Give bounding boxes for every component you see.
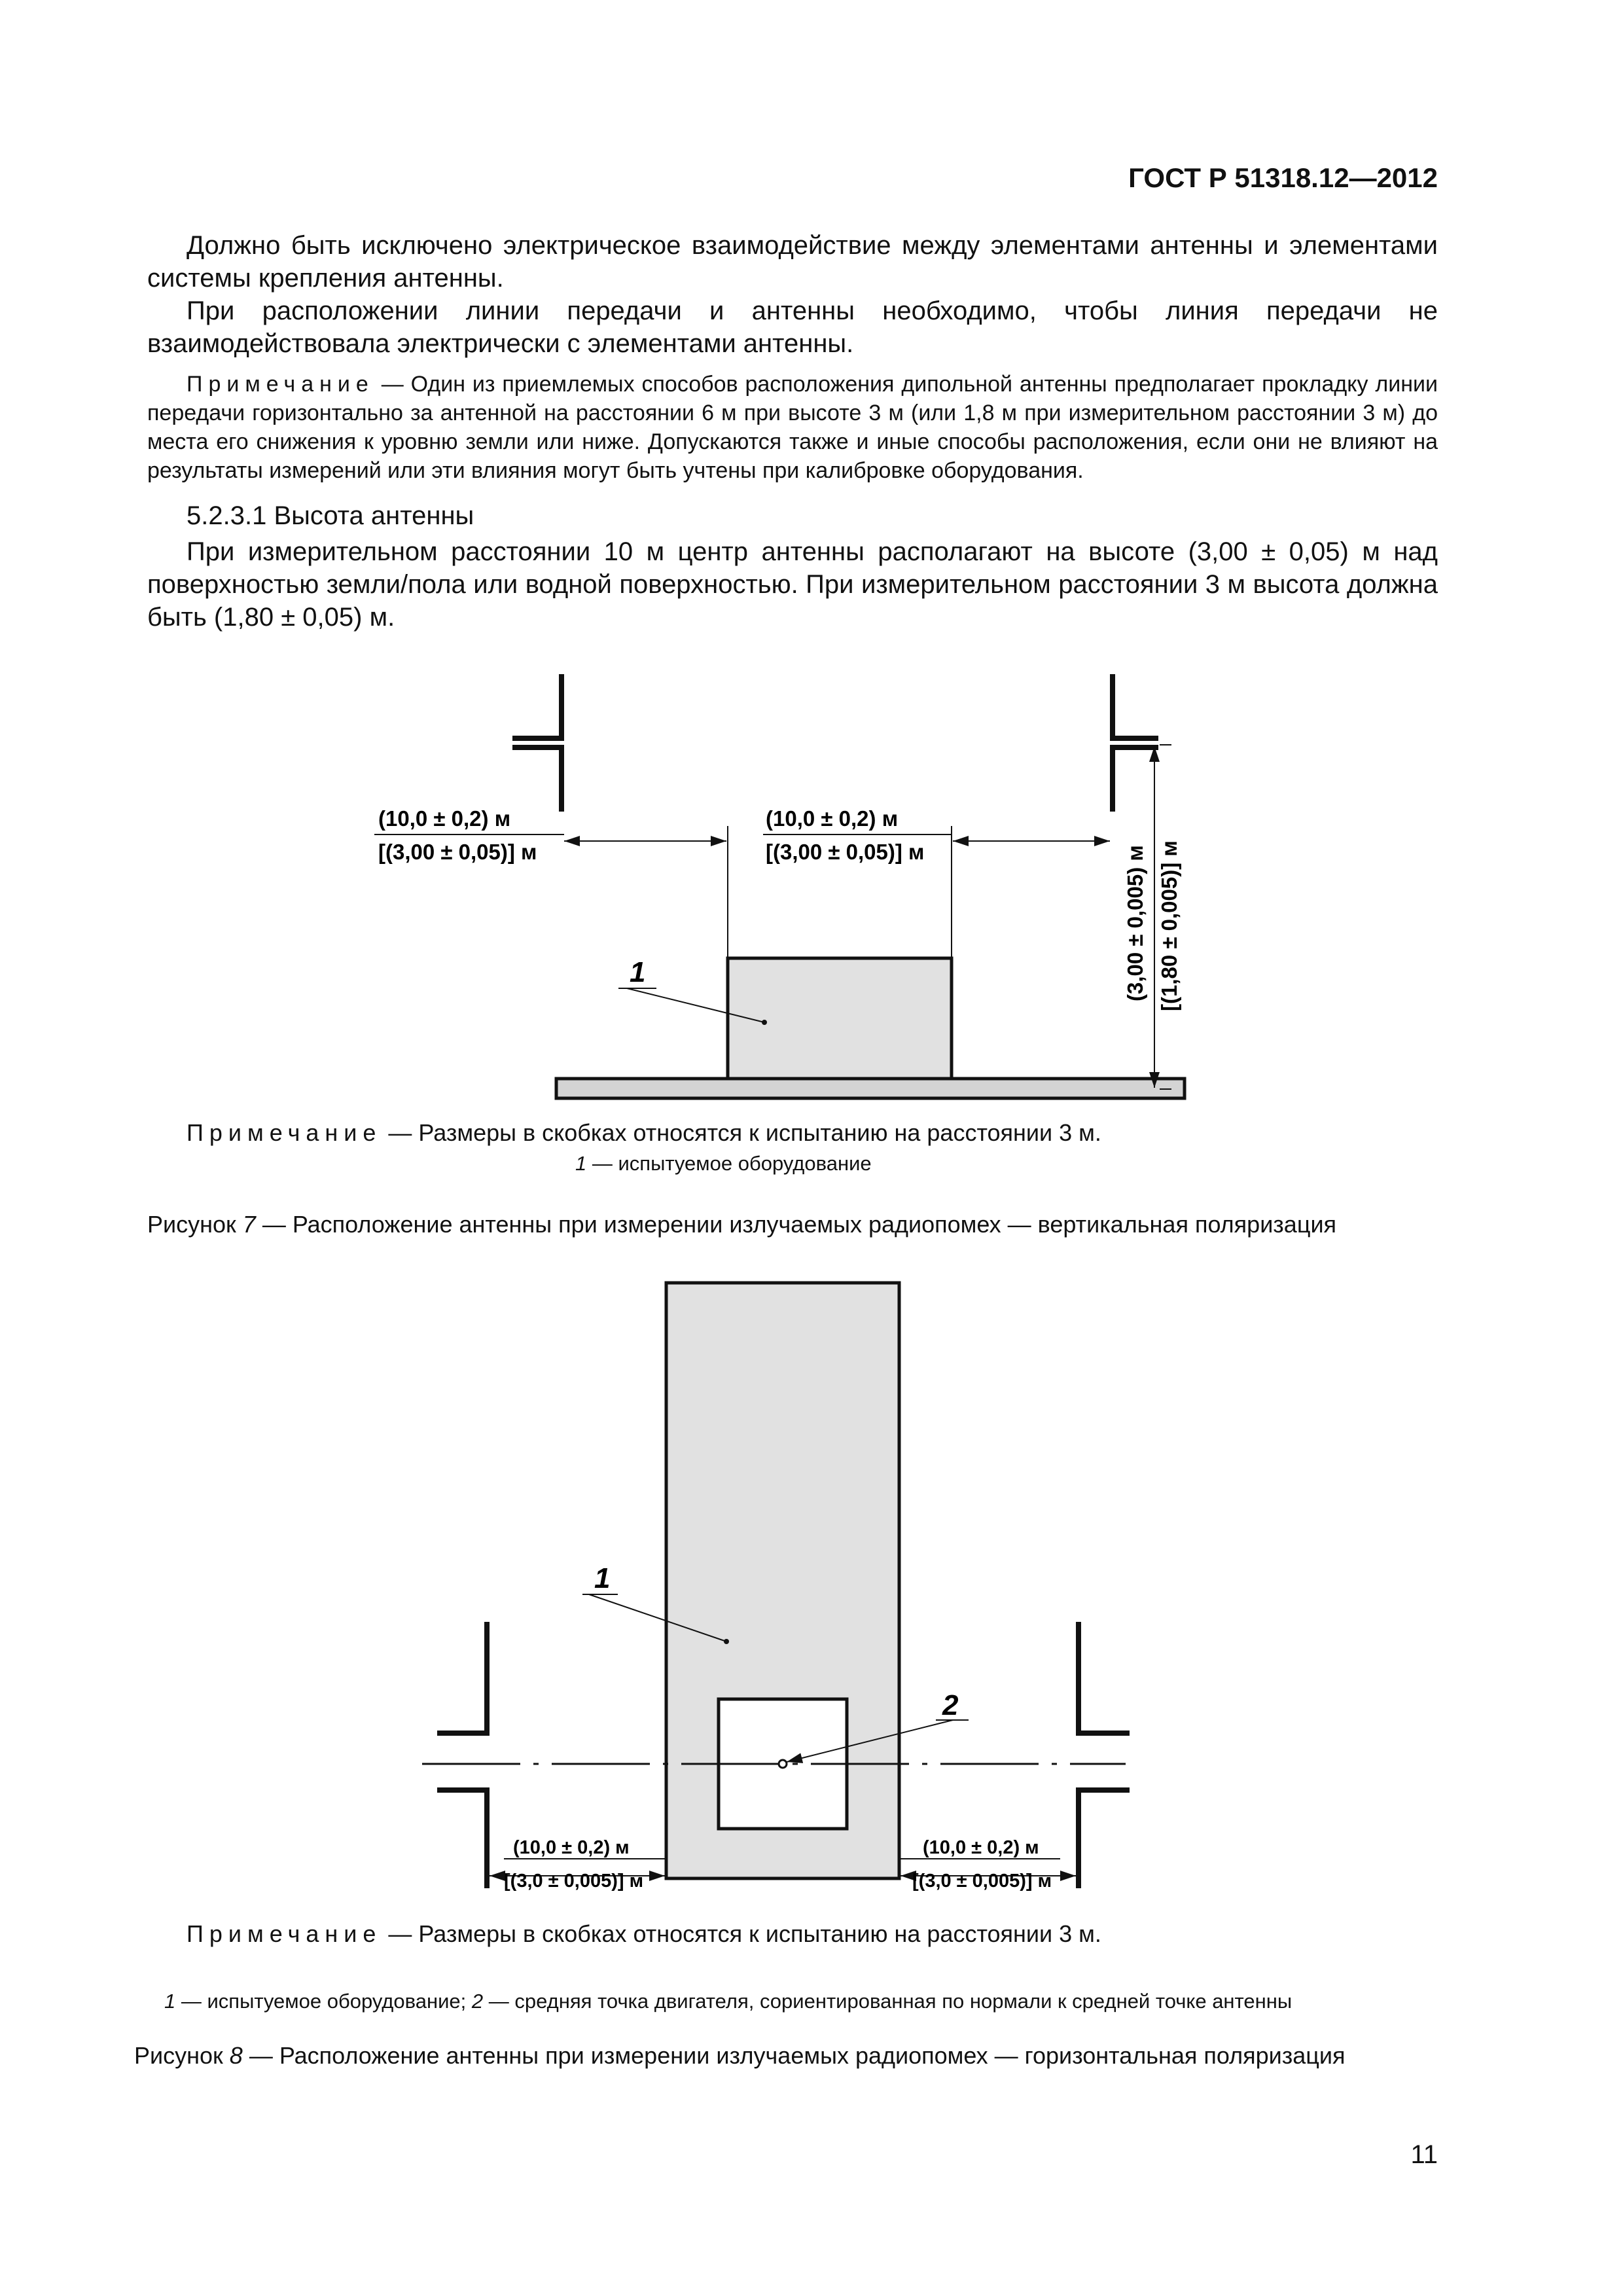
figure-8-diagram xyxy=(0,1263,1623,1905)
paragraph-2: При расположении линии передачи и антенны необходимо, чтобы линия передачи не взаимодействовала электрически с элементами антенны. xyxy=(147,296,1438,358)
fig8-dim-left-top: (10,0 ± 0,2) м xyxy=(513,1837,630,1858)
fig8-dim-right-bottom: [(3,0 ± 0,005)] м xyxy=(912,1871,1052,1892)
fig7-dim-left-bottom: [(3,00 ± 0,05)] м xyxy=(378,840,537,864)
fig7-height-dim-1: (3,00 ± 0,005) м xyxy=(1123,845,1147,1001)
fig7-label-1: 1 xyxy=(630,956,646,988)
fig7-height-dim-2: [(1,80 ± 0,005)] м xyxy=(1157,840,1181,1011)
body-text xyxy=(147,229,1438,360)
right-antenna xyxy=(1113,674,1158,812)
note-1 xyxy=(147,370,1438,485)
body-text-2 xyxy=(147,535,1438,634)
document-id: ГОСТ Р 51318.12—2012 xyxy=(1128,162,1438,193)
fig8-note: Примечание — Размеры в скобках относятся к испытанию на расстоянии 3 м. xyxy=(187,1920,1101,1947)
figure-7-diagram xyxy=(0,655,1623,1113)
fig8-caption: Рисунок 8 — Расположение антенны при измерении излучаемых радиопомех — горизонтальная поляризация xyxy=(134,2042,1346,2069)
fig8-label-2: 2 xyxy=(942,1689,959,1721)
fig7-dim-left-top: (10,0 ± 0,2) м xyxy=(378,806,511,831)
fig7-dim-right-top: (10,0 ± 0,2) м xyxy=(766,806,899,831)
equipment-under-test xyxy=(728,958,952,1079)
page-number: 11 xyxy=(1410,2140,1438,2169)
fig8-dim-right-top: (10,0 ± 0,2) м xyxy=(923,1837,1039,1858)
fig8-dim-left-bottom: [(3,0 ± 0,005)] м xyxy=(504,1871,644,1892)
paragraph-3: При измерительном расстоянии 10 м центр антенны располагают на высоте (3,00 ± 0,05) м над поверхностью земли/пола или водной поверхностью. При измерительном расстоянии 3 м высота должна быть (1,80 ± 0,05) м. xyxy=(147,537,1438,632)
fig7-note: Примечание — Размеры в скобках относятся к испытанию на расстоянии 3 м. xyxy=(187,1119,1101,1146)
ground-plane xyxy=(556,1079,1185,1098)
fig7-legend: 1 — испытуемое оборудование xyxy=(575,1152,872,1175)
fig8-legend: 1 — испытуемое оборудование; 2 — средняя точка двигателя, сориентированная по нормали к средней точке антенны xyxy=(164,1990,1293,2013)
left-antenna xyxy=(512,674,563,812)
fig8-label-1: 1 xyxy=(594,1562,611,1594)
fig7-caption: Рисунок 7 — Расположение антенны при измерении излучаемых радиопомех — вертикальная поляризация xyxy=(147,1211,1337,1238)
right-antenna xyxy=(1079,1622,1130,1888)
note-text: — Один из приемлемых способов расположения дипольной антенны предполагает прокладку линии передачи горизонтально за антенной на расстоянии 6 м при высоте 3 м (или 1,8 м при измерительном расстоянии 3 м) до места его снижения к уровню земли или ниже. Допускаются также и иные способы расположения, если они не влияют на результаты измерений или эти влияния могут быть учтены при калибровке оборудования. xyxy=(147,372,1438,483)
fig7-dim-right-bottom: [(3,00 ± 0,05)] м xyxy=(766,840,925,864)
section-heading: 5.2.3.1 Высота антенны xyxy=(187,501,474,530)
left-antenna xyxy=(437,1622,487,1888)
paragraph-1: Должно быть исключено электрическое взаимодействие между элементами антенны и элементами системы крепления антенны. xyxy=(147,231,1438,293)
note-label: Примечание xyxy=(187,372,374,397)
